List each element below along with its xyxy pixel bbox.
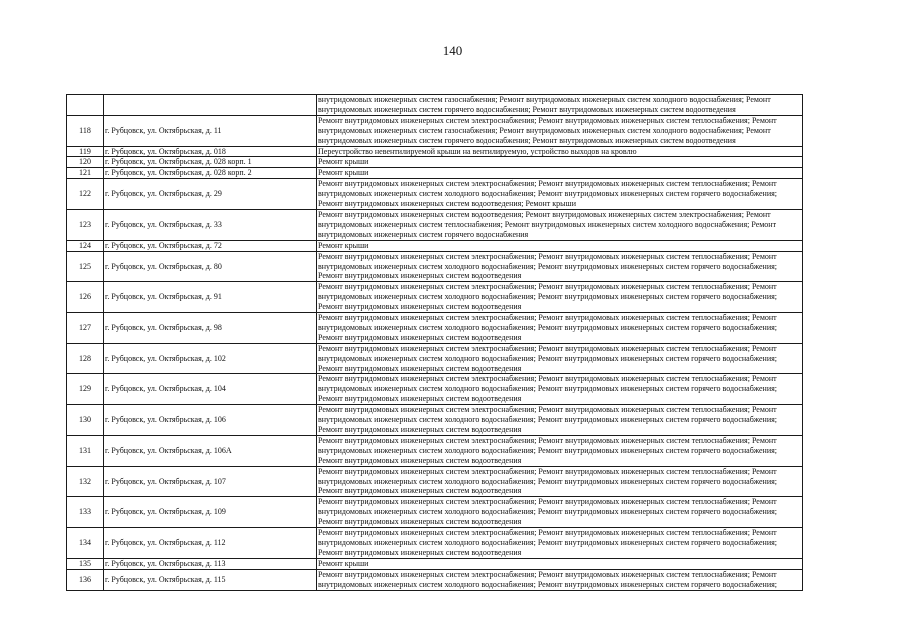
row-address: г. Рубцовск, ул. Октябрьская, д. 018 bbox=[104, 146, 317, 157]
row-number: 122 bbox=[67, 179, 104, 210]
work-line: Ремонт внутридомовых инженерных систем водоотведения bbox=[318, 302, 522, 312]
work-line: внутридомовых инженерных систем газоснабжения; Ремонт внутридомовых инженерных систем холодного водоснабжения; Ремонт bbox=[318, 125, 771, 135]
work-line: внутридомовых инженерных систем холодного водоснабжения; Ремонт внутридомовых инженерных систем горячего водоснабжения; bbox=[318, 537, 778, 547]
table-row bbox=[67, 313, 803, 344]
work-line: внутридомовых инженерных систем холодного водоснабжения; Ремонт внутридомовых инженерных систем горячего водоснабжения; bbox=[318, 476, 778, 486]
work-line: внутридомовых инженерных систем газоснабжения; Ремонт внутридомовых инженерных систем холодного водоснабжения; Ремонт bbox=[318, 95, 771, 104]
work-line: внутридомовых инженерных систем холодного водоснабжения; Ремонт внутридомовых инженерных систем горячего водоснабжения; bbox=[318, 353, 778, 363]
row-work-types bbox=[317, 179, 803, 210]
table-body bbox=[67, 95, 803, 591]
work-line: Ремонт внутридомовых инженерных систем водоотведения bbox=[318, 363, 522, 373]
row-address: г. Рубцовск, ул. Октябрьская, д. 33 bbox=[104, 209, 317, 240]
table-row bbox=[67, 146, 803, 157]
work-line: Ремонт внутридомовых инженерных систем электроснабжения; Ремонт внутридомовых инженерных систем теплоснабжения; Ремонт bbox=[318, 282, 777, 292]
work-line: Переустройство невентилируемой крыши на вентилируемую, устройство выходов на кровлю bbox=[318, 146, 637, 156]
row-number: 128 bbox=[67, 343, 104, 374]
row-address: г. Рубцовск, ул. Октябрьская, д. 98 bbox=[104, 313, 317, 344]
row-work-types bbox=[317, 168, 803, 179]
table-row bbox=[67, 405, 803, 436]
row-work-types bbox=[317, 374, 803, 405]
page-number: 140 bbox=[442, 43, 463, 58]
table-row bbox=[67, 240, 803, 251]
row-number: 125 bbox=[67, 251, 104, 282]
table-row bbox=[67, 466, 803, 497]
work-line: Ремонт внутридомовых инженерных систем электроснабжения; Ремонт внутридомовых инженерных систем теплоснабжения; Ремонт bbox=[318, 251, 777, 261]
work-line: внутридомовых инженерных систем холодного водоснабжения; Ремонт внутридомовых инженерных систем горячего водоснабжения; bbox=[318, 507, 778, 517]
row-address: г. Рубцовск, ул. Октябрьская, д. 028 корп. 1 bbox=[104, 157, 317, 168]
work-line: Ремонт крыши bbox=[318, 168, 369, 178]
table-row bbox=[67, 282, 803, 313]
table-row bbox=[67, 251, 803, 282]
row-work-types bbox=[317, 146, 803, 157]
work-line: Ремонт внутридомовых инженерных систем электроснабжения; Ремонт внутридомовых инженерных систем теплоснабжения; Ремонт bbox=[318, 405, 777, 415]
row-address: г. Рубцовск, ул. Октябрьская, д. 106 bbox=[104, 405, 317, 436]
row-work-types bbox=[317, 115, 803, 146]
row-address: г. Рубцовск, ул. Октябрьская, д. 115 bbox=[104, 569, 317, 590]
work-line: Ремонт внутридомовых инженерных систем электроснабжения; Ремонт внутридомовых инженерных систем теплоснабжения; Ремонт bbox=[318, 569, 777, 579]
work-line: Ремонт внутридомовых инженерных систем водоотведения bbox=[318, 271, 522, 281]
work-line: Ремонт внутридомовых инженерных систем водоотведения bbox=[318, 517, 522, 527]
table-row bbox=[67, 168, 803, 179]
row-number: 135 bbox=[67, 558, 104, 569]
table-row bbox=[67, 157, 803, 168]
row-address: г. Рубцовск, ул. Октябрьская, д. 102 bbox=[104, 343, 317, 374]
row-work-types bbox=[317, 558, 803, 569]
work-line: Ремонт внутридомовых инженерных систем водоотведения; Ремонт крыши bbox=[318, 199, 576, 209]
work-line: Ремонт внутридомовых инженерных систем водоотведения bbox=[318, 394, 522, 404]
work-line: Ремонт внутридомовых инженерных систем электроснабжения; Ремонт внутридомовых инженерных систем теплоснабжения; Ремонт bbox=[318, 497, 777, 507]
row-address: г. Рубцовск, ул. Октябрьская, д. 107 bbox=[104, 466, 317, 497]
row-number: 120 bbox=[67, 157, 104, 168]
table-row bbox=[67, 343, 803, 374]
row-work-types bbox=[317, 435, 803, 466]
work-line: внутридомовых инженерных систем горячего водоснабжения; Ремонт внутридомовых инженерных систем водоотведения bbox=[318, 135, 736, 145]
row-work-types bbox=[317, 209, 803, 240]
work-line: внутридомовых инженерных систем холодного водоснабжения; Ремонт внутридомовых инженерных систем горячего водоснабжения; bbox=[318, 415, 778, 425]
row-number: 134 bbox=[67, 528, 104, 559]
work-line: Ремонт внутридомовых инженерных систем водоотведения bbox=[318, 332, 522, 342]
row-work-types bbox=[317, 95, 803, 116]
work-line: внутридомовых инженерных систем холодного водоснабжения; Ремонт внутридомовых инженерных систем горячего водоснабжения; bbox=[318, 322, 778, 332]
row-number: 123 bbox=[67, 209, 104, 240]
work-line: внутридомовых инженерных систем холодного водоснабжения; Ремонт внутридомовых инженерных систем горячего водоснабжения; bbox=[318, 261, 778, 271]
work-line: Ремонт крыши bbox=[318, 558, 369, 568]
work-line: Ремонт внутридомовых инженерных систем электроснабжения; Ремонт внутридомовых инженерных систем теплоснабжения; Ремонт bbox=[318, 343, 777, 353]
work-line: Ремонт внутридомовых инженерных систем водоотведения bbox=[318, 547, 522, 557]
row-work-types bbox=[317, 497, 803, 528]
table-row bbox=[67, 435, 803, 466]
work-line: Ремонт внутридомовых инженерных систем водоотведения bbox=[318, 455, 522, 465]
row-work-types bbox=[317, 343, 803, 374]
row-address: г. Рубцовск, ул. Октябрьская, д. 104 bbox=[104, 374, 317, 405]
work-line: Ремонт внутридомовых инженерных систем водоотведения bbox=[318, 486, 522, 496]
table-row bbox=[67, 95, 803, 116]
work-line: Ремонт внутридомовых инженерных систем электроснабжения; Ремонт внутридомовых инженерных систем теплоснабжения; Ремонт bbox=[318, 435, 777, 445]
work-line: внутридомовых инженерных систем горячего водоснабжения; Ремонт внутридомовых инженерных систем водоотведения bbox=[318, 104, 736, 114]
table-row bbox=[67, 497, 803, 528]
work-line: Ремонт внутридомовых инженерных систем электроснабжения; Ремонт внутридомовых инженерных систем теплоснабжения; Ремонт bbox=[318, 466, 777, 476]
work-line: внутридомовых инженерных систем холодного водоснабжения; Ремонт внутридомовых инженерных систем горячего водоснабжения; bbox=[318, 445, 778, 455]
work-line: внутридомовых инженерных систем холодного водоснабжения; Ремонт внутридомовых инженерных систем горячего водоснабжения; bbox=[318, 189, 778, 199]
row-address: г. Рубцовск, ул. Октябрьская, д. 11 bbox=[104, 115, 317, 146]
row-number: 126 bbox=[67, 282, 104, 313]
row-work-types bbox=[317, 313, 803, 344]
row-address: г. Рубцовск, ул. Октябрьская, д. 29 bbox=[104, 179, 317, 210]
work-line: Ремонт внутридомовых инженерных систем водоотведения; Ремонт внутридомовых инженерных систем электроснабжения; Ремонт bbox=[318, 209, 771, 219]
row-address: г. Рубцовск, ул. Октябрьская, д. 106А bbox=[104, 435, 317, 466]
work-line: Ремонт крыши bbox=[318, 157, 369, 167]
table-row bbox=[67, 209, 803, 240]
table-row bbox=[67, 179, 803, 210]
table-row bbox=[67, 569, 803, 590]
row-number: 136 bbox=[67, 569, 104, 590]
row-work-types bbox=[317, 251, 803, 282]
row-address bbox=[104, 95, 317, 116]
work-line: внутридомовых инженерных систем горячего водоснабжения bbox=[318, 229, 529, 239]
row-address: г. Рубцовск, ул. Октябрьская, д. 112 bbox=[104, 528, 317, 559]
row-number bbox=[67, 95, 104, 116]
row-address: г. Рубцовск, ул. Октябрьская, д. 80 bbox=[104, 251, 317, 282]
row-address: г. Рубцовск, ул. Октябрьская, д. 109 bbox=[104, 497, 317, 528]
row-work-types bbox=[317, 405, 803, 436]
row-work-types bbox=[317, 282, 803, 313]
row-address: г. Рубцовск, ул. Октябрьская, д. 72 bbox=[104, 240, 317, 251]
table-row bbox=[67, 558, 803, 569]
work-line: Ремонт внутридомовых инженерных систем водоотведения bbox=[318, 425, 522, 434]
repair-register-table bbox=[66, 94, 803, 591]
row-work-types bbox=[317, 240, 803, 251]
work-line: Ремонт внутридомовых инженерных систем электроснабжения; Ремонт внутридомовых инженерных систем теплоснабжения; Ремонт bbox=[318, 313, 777, 323]
work-line: внутридомовых инженерных систем холодного водоснабжения; Ремонт внутридомовых инженерных систем горячего водоснабжения; bbox=[318, 292, 778, 302]
row-number: 129 bbox=[67, 374, 104, 405]
table-row bbox=[67, 528, 803, 559]
row-work-types bbox=[317, 569, 803, 590]
work-line: Ремонт внутридомовых инженерных систем электроснабжения; Ремонт внутридомовых инженерных систем теплоснабжения; Ремонт bbox=[318, 528, 777, 538]
row-number: 132 bbox=[67, 466, 104, 497]
work-line: внутридомовых инженерных систем теплоснабжения; Ремонт внутридомовых инженерных систем холодного водоснабжения; Ремонт bbox=[318, 219, 777, 229]
work-line: внутридомовых инженерных систем холодного водоснабжения; Ремонт внутридомовых инженерных систем горячего водоснабжения; bbox=[318, 384, 778, 394]
row-address: г. Рубцовск, ул. Октябрьская, д. 028 корп. 2 bbox=[104, 168, 317, 179]
work-line: Ремонт внутридомовых инженерных систем электроснабжения; Ремонт внутридомовых инженерных систем теплоснабжения; Ремонт bbox=[318, 115, 777, 125]
row-number: 133 bbox=[67, 497, 104, 528]
table-row bbox=[67, 374, 803, 405]
work-line: Ремонт крыши bbox=[318, 240, 369, 250]
row-work-types bbox=[317, 528, 803, 559]
row-number: 131 bbox=[67, 435, 104, 466]
row-address: г. Рубцовск, ул. Октябрьская, д. 91 bbox=[104, 282, 317, 313]
row-number: 118 bbox=[67, 115, 104, 146]
row-address: г. Рубцовск, ул. Октябрьская, д. 113 bbox=[104, 558, 317, 569]
row-number: 119 bbox=[67, 146, 104, 157]
row-number: 121 bbox=[67, 168, 104, 179]
row-work-types bbox=[317, 157, 803, 168]
table-row bbox=[67, 115, 803, 146]
row-number: 124 bbox=[67, 240, 104, 251]
row-work-types bbox=[317, 466, 803, 497]
row-number: 127 bbox=[67, 313, 104, 344]
work-line: Ремонт внутридомовых инженерных систем электроснабжения; Ремонт внутридомовых инженерных систем теплоснабжения; Ремонт bbox=[318, 179, 777, 189]
row-number: 130 bbox=[67, 405, 104, 436]
work-line: внутридомовых инженерных систем холодного водоснабжения; Ремонт внутридомовых инженерных систем горячего водоснабжения; bbox=[318, 579, 778, 589]
work-line: Ремонт внутридомовых инженерных систем электроснабжения; Ремонт внутридомовых инженерных систем теплоснабжения; Ремонт bbox=[318, 374, 777, 384]
